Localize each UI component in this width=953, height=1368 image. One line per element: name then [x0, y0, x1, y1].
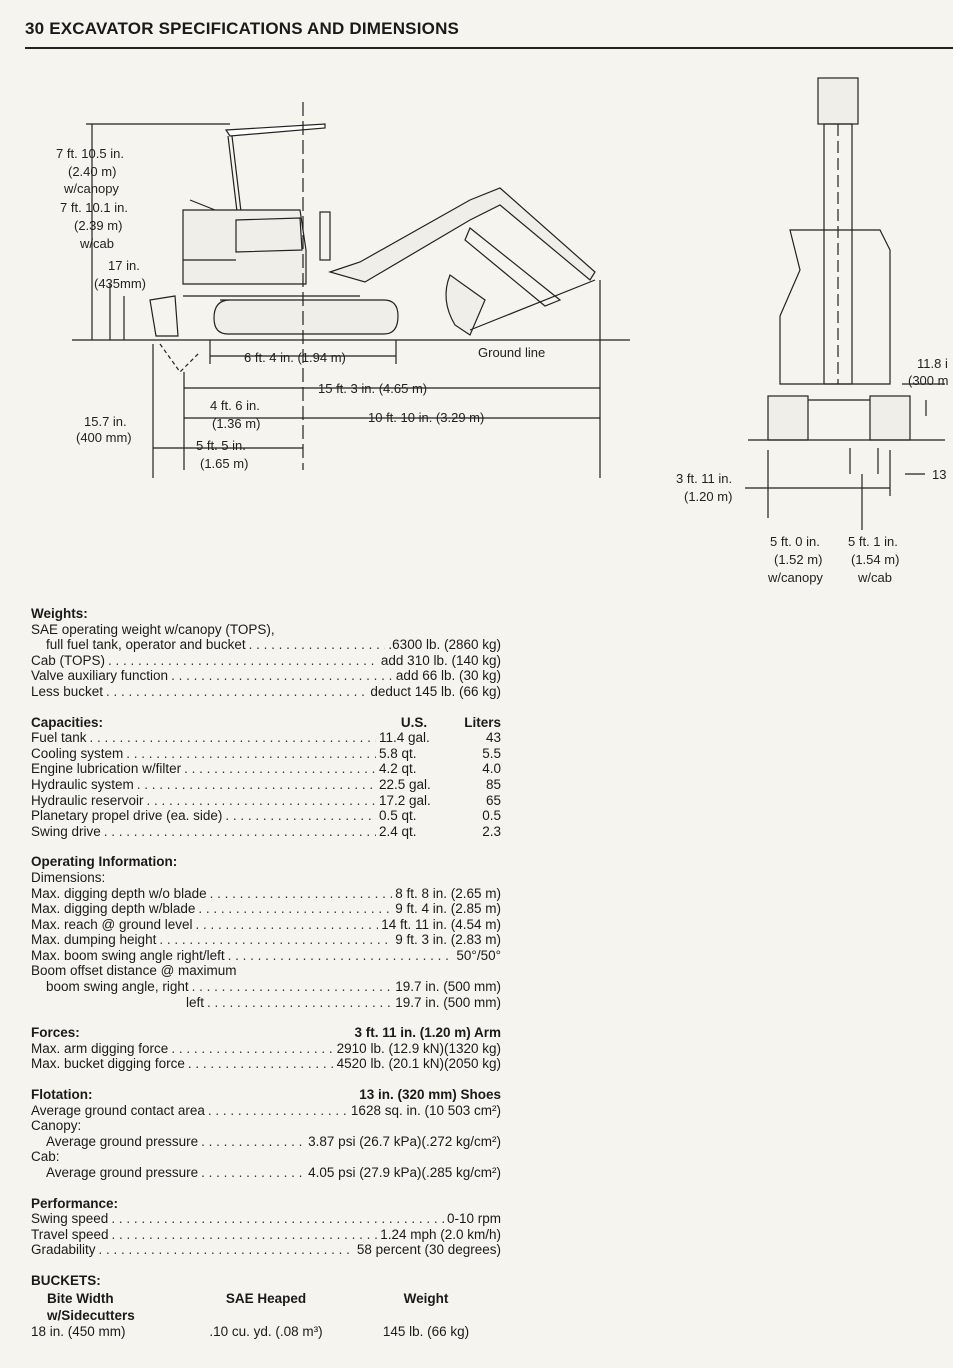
performance-row: Swing speed . . . 0-10 rpm [31, 1211, 501, 1227]
operating-row: Max. reach @ ground level . . . 14 ft. 11 in. (4.54 m) [31, 917, 501, 933]
dim-blade-height: 17 in. [108, 258, 140, 273]
dim-length-a: 4 ft. 6 in. [210, 398, 260, 413]
offset-right-row: boom swing angle, right . . . 19.7 in. (500 mm) [31, 979, 501, 995]
dim-width-cab-m: (1.54 m) [851, 552, 900, 567]
bucket-row: 18 in. (450 mm) .10 cu. yd. (.08 m³) 145 lb. (66 kg) [31, 1323, 470, 1339]
offset-left-row: left . . . 19.7 in. (500 mm) [31, 995, 501, 1011]
capacity-row: Engine lubrication w/filter . . . 4.2 qt. 4.0 [31, 761, 501, 777]
buckets-col-bite: Bite Width [47, 1290, 114, 1306]
dim-w-cab: w/cab [80, 236, 114, 251]
flotation-canopy: Canopy: [31, 1118, 82, 1134]
flotation-row: Average ground contact area . . . 1628 sq. in. (10 503 cm²) [31, 1103, 501, 1119]
dim-height-cab: 7 ft. 10.1 in. [60, 200, 128, 215]
weight-row: full fuel tank, operator and bucket . . . .6300 lb. (2860 kg) [31, 637, 501, 653]
specifications [31, 606, 501, 1354]
buckets-header [31, 1291, 501, 1307]
flotation-heading-row [31, 1087, 501, 1103]
dim-track-width: 3 ft. 11 in. [676, 471, 733, 486]
performance-row: Gradability . . . 58 percent (30 degrees) [31, 1242, 501, 1258]
flotation-col: 13 in. (320 mm) Shoes [359, 1087, 501, 1103]
operating-row: Max. digging depth w/blade . . . 9 ft. 4 in. (2.85 m) [31, 901, 501, 917]
dim-blade-depth-mm: (400 mm) [76, 430, 132, 445]
performance-row: Travel speed . . . 1.24 mph (2.0 km/h) [31, 1227, 501, 1243]
capacity-row: Fuel tank . . . 11.4 gal. 43 [31, 730, 501, 746]
buckets-header-2 [31, 1308, 501, 1324]
flotation-heading: Flotation: [31, 1087, 93, 1103]
performance-heading: Performance: [31, 1195, 119, 1211]
weights-section [31, 606, 501, 700]
capacity-row: Hydraulic reservoir . . . 17.2 gal. 65 [31, 793, 501, 809]
forces-section [31, 1025, 501, 1072]
capacities-col-liters: Liters [464, 714, 501, 730]
offset-line: Boom offset distance @ maximum [31, 963, 237, 979]
capacities-heading-row [31, 715, 501, 731]
page-title: 30 EXCAVATOR SPECIFICATIONS AND DIMENSIONS [25, 19, 460, 38]
dim-width-canopy: 5 ft. 0 in. [770, 534, 820, 549]
force-row: Max. arm digging force . . . 2910 lb. (12.9 kN)(1320 kg) [31, 1041, 501, 1057]
dim-width-cab-lbl: w/cab [858, 570, 892, 585]
forces-heading: Forces: [31, 1025, 80, 1041]
dim-length-b: 10 ft. 10 in. (3.29 m) [368, 410, 485, 425]
buckets-heading: BUCKETS: [31, 1272, 101, 1288]
dim-clearance: 11.8 i [917, 356, 948, 371]
capacity-row: Cooling system . . . 5.8 qt. 5.5 [31, 746, 501, 762]
dim-height-canopy-m: (2.40 m) [68, 164, 117, 179]
operating-row: Max. digging depth w/o blade . . . 8 ft. 8 in. (2.65 m) [31, 886, 501, 902]
dim-blade-height-mm: (435mm) [94, 276, 147, 291]
capacity-row: Hydraulic system . . . 22.5 gal. 85 [31, 777, 501, 793]
capacities-heading: Capacities: [31, 714, 104, 730]
dim-overall-length: 15 ft. 3 in. (4.65 m) [318, 381, 428, 396]
capacities-section [31, 715, 501, 840]
dim-length-c-m: (1.65 m) [200, 456, 249, 471]
force-row: Max. bucket digging force . . . 4520 lb. (20.1 kN)(2050 kg) [31, 1056, 501, 1072]
operating-section [31, 854, 501, 1010]
flotation-row: Average ground pressure . . . 4.05 psi (27.9 kPa)(.285 kg/cm²) [31, 1165, 501, 1181]
flotation-cab: Cab: [31, 1149, 60, 1165]
buckets-section [31, 1273, 501, 1339]
dim-length-c: 5 ft. 5 in. [196, 438, 246, 453]
weight-row: Cab (TOPS) . . . add 310 lb. (140 kg) [31, 653, 501, 669]
dim-blade-depth: 15.7 in. [84, 414, 127, 429]
operating-row: Max. dumping height . . . 9 ft. 3 in. (2.83 m) [31, 932, 501, 948]
buckets-col-weight: Weight [403, 1290, 449, 1306]
dim-height-cab-m: (2.39 m) [74, 218, 123, 233]
dim-width-canopy-m: (1.52 m) [774, 552, 823, 567]
forces-col: 3 ft. 11 in. (1.20 m) Arm [354, 1025, 501, 1041]
buckets-col-sidecutters: w/Sidecutters [47, 1308, 135, 1324]
dim-width-canopy-lbl: w/canopy [768, 570, 823, 585]
capacity-row: Swing drive . . . 2.4 qt. 2.3 [31, 824, 501, 840]
weight-row: Valve auxiliary function . . . add 66 lb. (30 kg) [31, 668, 501, 684]
dim-height-canopy: 7 ft. 10.5 in. [56, 146, 124, 161]
weight-row: Less bucket . . . deduct 145 lb. (66 kg) [31, 684, 501, 700]
dim-length-a-m: (1.36 m) [212, 416, 261, 431]
weights-line: SAE operating weight w/canopy (TOPS), [31, 621, 275, 637]
dim-tail-swing: 6 ft. 4 in. (1.94 m) [244, 350, 346, 365]
dim-shoe-width: 13 [932, 467, 947, 482]
dim-track-width-m: (1.20 m) [684, 489, 733, 504]
capacity-row: Planetary propel drive (ea. side) . . . 0.5 qt. 0.5 [31, 808, 501, 824]
forces-heading-row [31, 1025, 501, 1041]
operating-row: Max. boom swing angle right/left . . . 50°/50° [31, 948, 501, 964]
operating-heading: Operating Information: [31, 854, 178, 870]
flotation-section [31, 1087, 501, 1181]
operating-sub: Dimensions: [31, 869, 106, 885]
excavator-dimension-diagram [0, 0, 953, 600]
flotation-row: Average ground pressure . . . 3.87 psi (26.7 kPa)(.272 kg/cm²) [31, 1134, 501, 1150]
ground-line-label: Ground line [478, 345, 546, 360]
capacities-col-us: U.S. [400, 714, 428, 730]
buckets-col-heaped: SAE Heaped [225, 1290, 307, 1306]
dim-w-canopy: w/canopy [64, 181, 119, 196]
performance-section [31, 1196, 501, 1258]
weights-heading: Weights: [31, 606, 88, 621]
dim-clearance-mm: (300 m [908, 373, 949, 388]
dim-width-cab: 5 ft. 1 in. [848, 534, 898, 549]
